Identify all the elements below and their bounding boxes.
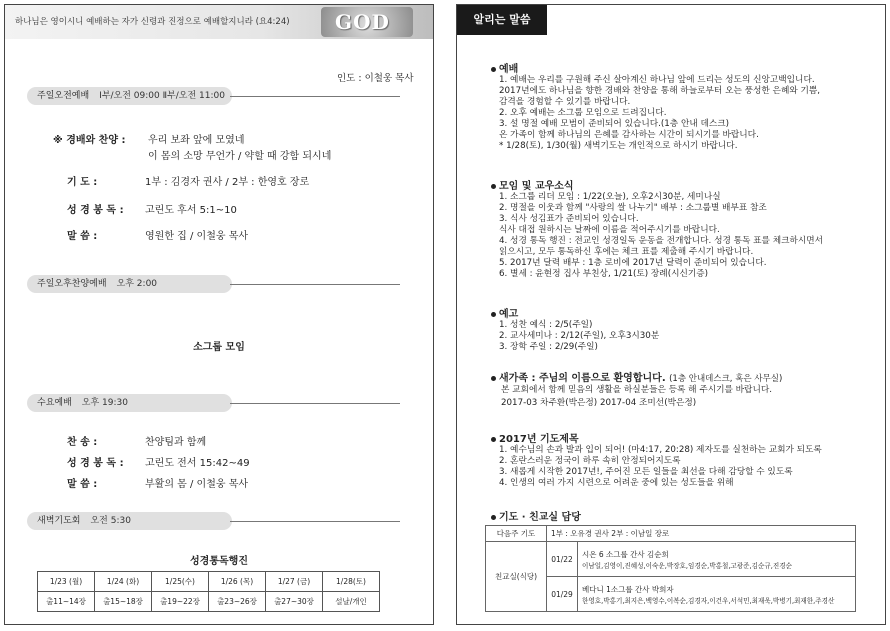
notice-line: 2. 교사세미나 : 2/12(주일), 오후3시30분 [499, 331, 660, 341]
prayer-topic-line: 4. 인생의 여러 가지 시련으로 어려운 중에 있는 성도들을 위해 [499, 478, 734, 488]
section-title: 수요예배 [37, 398, 72, 408]
section-divider [230, 96, 400, 97]
duty-heading-text: 기도 · 친교실 담당 [499, 512, 581, 523]
meetings-line: 4. 성경 통독 행진 : 전교인 성경일독 운동을 전개합니다. 성경 통독 표를 체크하시면서 [499, 236, 824, 246]
next-prayer-label: 다음주 기도 [486, 526, 547, 542]
newcomers-heading [491, 369, 782, 384]
meetings-line: 6. 별세 : 윤현정 집사 부친상, 1/21(토) 장례(시신기증) [499, 269, 709, 279]
prayer-label: 기 도 : [67, 177, 98, 188]
worship-line: 감격을 경험할 수 있기를 바랍니다. [499, 97, 631, 107]
reading-row [67, 201, 237, 216]
notice-heading [491, 305, 518, 320]
kitchen-group: 베다니 1소그룹 간사 박희자 [582, 584, 674, 594]
worship-line: 2. 오후 예배는 소그룹 모임으로 드려집니다. [499, 108, 667, 118]
kitchen-members: 이남일,김영이,진혜성,이숙운,박장호,임경순,박홍철,고광준,김순규,진경순 [582, 561, 792, 570]
schedule-date: 1/25(수) [152, 572, 209, 592]
sermon-value: 부활의 몸 / 이철웅 목사 [145, 479, 249, 490]
bullet-icon [491, 184, 496, 189]
section-divider [230, 521, 400, 522]
left-header [5, 5, 433, 39]
bullet-icon [491, 376, 496, 381]
schedule-chapters: 출15~18장 [95, 592, 152, 612]
section-wednesday-worship [27, 394, 232, 412]
notice-heading-text: 예고 [499, 309, 519, 320]
section-afternoon-worship [27, 275, 232, 293]
prayer-topic-line: 3. 새롭게 시작한 2017년!, 주어진 모든 일들을 최선을 다해 감당할 수 있도록 [499, 467, 793, 477]
left-page [4, 4, 434, 625]
reading-label: 성 경 봉 독 : [67, 205, 124, 216]
meetings-line: 식사 대접 원하시는 날짜에 이름을 적어주시기를 바랍니다. [499, 225, 720, 235]
notice-line: 1. 성찬 예식 : 2/5(주일) [499, 320, 593, 330]
section-divider [230, 403, 400, 404]
prayer-topic-line: 1. 예수님의 손과 발과 입이 되어! (마4:17, 20:28) 제자도를 실천하는 교회가 되도록 [499, 445, 822, 455]
kitchen-date: 01/22 [547, 542, 578, 577]
section-time: 오후 2:00 [116, 279, 158, 289]
kitchen-members: 한영호,박홍기,최지은,백영수,이복순,김경자,이건우,서석민,최재욱,박병기,최재한,주경산 [582, 596, 835, 605]
schedule-date: 1/23 (월) [38, 572, 95, 592]
reading-schedule-title: 성경통독행진 [190, 556, 248, 567]
newcomers-line: 본 교회에서 함께 믿음의 생활을 하실분들은 등록 해 주시기를 바랍니다. [501, 385, 772, 395]
schedule-chapters: 설날/개인 [323, 592, 380, 612]
right-page [456, 4, 886, 625]
schedule-chapters: 출27~30장 [266, 592, 323, 612]
worship-line: 온 가족이 함께 하나님의 은혜를 감사하는 시간이 되시기를 바랍니다. [499, 130, 759, 140]
schedule-chapters: 출19~22장 [152, 592, 209, 612]
schedule-date: 1/28(토) [323, 572, 380, 592]
sermon-label: 말 씀 : [67, 479, 98, 490]
prayer-row [67, 173, 309, 188]
next-prayer-value: 1부 : 오유경 권사 2부 : 이남일 장로 [547, 526, 856, 542]
header-verse: 하나님은 영이시니 예배하는 자가 신령과 진정으로 예배할지니라 (요4:24) [15, 17, 290, 27]
reading-value: 고린도 전서 15:42~49 [145, 458, 250, 469]
meetings-line: 2. 명절을 이웃과 함께 "사랑의 쌀 나누기" 배부 : 소그룹별 배부표 참조 [499, 203, 767, 213]
meetings-line: 5. 2017년 달력 배부 : 1층 로비에 2017년 달력이 준비되어 있습니다. [499, 258, 767, 268]
praise-label: ※ 경배와 찬양 : [53, 135, 126, 146]
meetings-line: 1. 소그룹 리더 모임 : 1/22(오늘), 오후2시30분, 세미나실 [499, 192, 721, 202]
kitchen-label: 친교실(식당) [486, 542, 547, 612]
kitchen-date: 01/29 [547, 577, 578, 612]
schedule-chapters: 출11~14장 [38, 592, 95, 612]
announcements-title: 알리는 말씀 [457, 5, 547, 35]
god-logo [321, 7, 413, 37]
meetings-line: 읽으시고, 모두 통독하신 후에는 체크 표를 제출해 주시기 바랍니다. [499, 247, 754, 257]
section-time: 오전 5:30 [90, 516, 131, 526]
kitchen-group: 시온 6 소그룹 간사 김순희 [582, 549, 669, 559]
sermon-row [67, 227, 248, 242]
praise-row [53, 131, 244, 146]
duty-table [485, 525, 856, 612]
section-divider [230, 284, 400, 285]
god-logo-text: GOD [335, 10, 390, 34]
worship-leader: 인도 : 이철웅 목사 [337, 73, 414, 84]
worship-line: 1. 예배는 우리를 구원해 주신 살아계신 하나님 앞에 드리는 성도의 신앙고백입니다. [499, 75, 815, 85]
section-title: 새벽기도회 [37, 516, 81, 526]
worship-heading [491, 60, 518, 75]
meetings-line: 3. 식사 성김표가 준비되어 있습니다. [499, 214, 639, 224]
hymn-label: 찬 송 : [67, 437, 98, 448]
wed-sermon-row [67, 475, 248, 490]
bullet-icon [491, 67, 496, 72]
prayer-value: 1부 : 김경자 권사 / 2부 : 한영호 장로 [145, 177, 310, 188]
sermon-value: 영원한 집 / 이철웅 목사 [145, 231, 249, 242]
schedule-date: 1/27 (금) [266, 572, 323, 592]
newcomers-heading-note: (1층 안내데스크, 혹은 사무실) [669, 374, 783, 384]
section-title: 주일오후찬양예배 [37, 279, 107, 289]
worship-line: 3. 설 명절 예배 모범이 준비되어 있습니다.(1층 안내 데스크) [499, 119, 730, 129]
section-title: 주일오전예배 [37, 91, 90, 101]
kitchen-row [578, 577, 856, 612]
worship-line: * 1/28(토), 1/30(월) 새벽기도는 개인적으로 하시기 바랍니다. [499, 141, 738, 151]
duty-heading [491, 508, 581, 523]
newcomers-line: 2017-03 차주환(박은정) 2017-04 조미선(박은정) [501, 398, 697, 408]
bullet-icon [491, 437, 496, 442]
reading-value: 고린도 후서 5:1~10 [145, 205, 237, 216]
prayer-topics-heading-text: 2017년 기도제목 [499, 434, 579, 445]
hymn-value: 찬양팀과 함께 [145, 437, 207, 448]
prayer-topics-heading [491, 430, 579, 445]
bullet-icon [491, 515, 496, 520]
section-time: Ⅰ부/오전 09:00 Ⅱ부/오전 11:00 [99, 91, 225, 101]
wed-reading-row [67, 454, 250, 469]
section-dawn-prayer [27, 512, 232, 530]
sermon-label: 말 씀 : [67, 231, 98, 242]
worship-line: 2017년에도 하나님을 향한 경배와 찬양을 통해 하늘로부터 오는 풍성한 은혜와 기쁨, [499, 86, 821, 96]
schedule-chapters: 출23~26장 [209, 592, 266, 612]
praise-song-1: 우리 보좌 앞에 모였네 [148, 135, 245, 146]
meetings-heading [491, 177, 574, 192]
schedule-date: 1/24 (화) [95, 572, 152, 592]
prayer-topic-line: 2. 혼란스러운 정국이 하루 속히 안정되어지도록 [499, 456, 681, 466]
meetings-heading-text: 모임 및 교우소식 [499, 181, 574, 192]
newcomers-heading-text: 새가족 : 주님의 이름으로 환영합니다. [499, 373, 666, 384]
hymn-row [67, 433, 206, 448]
section-time: 오후 19:30 [81, 398, 128, 408]
worship-heading-text: 예배 [499, 64, 519, 75]
bullet-icon [491, 312, 496, 317]
section-morning-worship [27, 87, 232, 105]
small-group-meeting: 소그룹 모임 [193, 342, 245, 353]
reading-label: 성 경 봉 독 : [67, 458, 124, 469]
kitchen-row [578, 542, 856, 577]
reading-schedule-table [37, 571, 380, 612]
notice-line: 3. 장학 주일 : 2/29(주일) [499, 342, 598, 352]
praise-song-2: 이 몸의 소망 무언가 / 약할 때 강함 되시네 [148, 151, 332, 162]
schedule-date: 1/26 (목) [209, 572, 266, 592]
